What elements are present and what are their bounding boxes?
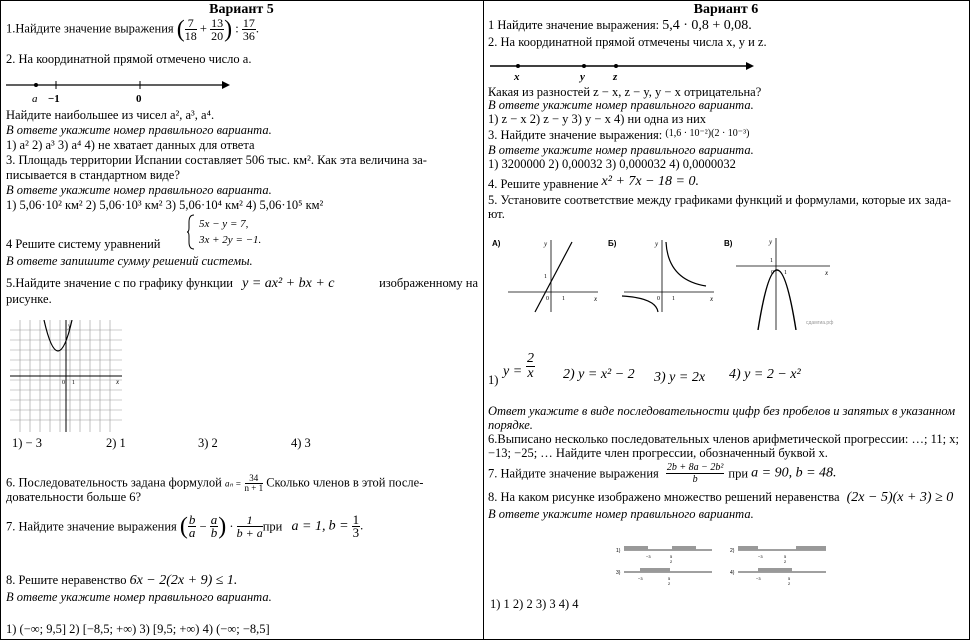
v6-q5-text2: ют. xyxy=(488,207,505,221)
svg-text:y: y xyxy=(544,240,548,248)
v5-q2-find: Найдите наибольшее из чисел a², a³, a⁴. xyxy=(6,108,215,122)
svg-text:А): А) xyxy=(492,239,501,248)
v6-interval-opt3 xyxy=(616,568,712,586)
v6-q3-expr: (1,6 · 10⁻²)(2 · 10⁻³) xyxy=(665,128,750,139)
svg-text:0: 0 xyxy=(771,270,774,276)
v5-q5-opt2: 2) 1 xyxy=(106,436,126,450)
v5-q4-system xyxy=(199,216,261,248)
v6-interval-opt2 xyxy=(730,546,826,564)
svg-text:1: 1 xyxy=(770,258,773,264)
svg-text:x: x xyxy=(825,269,829,277)
v5-q1-frac3: $\frac{17}{36}$ xyxy=(242,16,255,43)
svg-text:1: 1 xyxy=(562,296,565,302)
svg-text:−3: −3 xyxy=(646,554,651,559)
v6-q8-interval-pictures xyxy=(616,540,836,586)
v5-q4-eq1: 5x − y = 7, xyxy=(199,218,249,230)
svg-text:1): 1) xyxy=(616,548,621,554)
svg-text:2: 2 xyxy=(668,581,671,586)
v5-q2-options: 1) a² 2) a³ 3) a⁴ 4) не хватает данных для ответа xyxy=(6,138,255,152)
svg-text:x: x xyxy=(710,295,714,303)
v5-number-line xyxy=(4,78,234,106)
svg-text:5: 5 xyxy=(668,576,671,581)
v5-q1-frac2: $\frac{13}{20}$ xyxy=(211,16,224,43)
v5-point-a xyxy=(34,83,38,87)
v5-q3-options: 1) 5,06·10² км² 2) 5,06·10³ км² 3) 5,06·10⁴ км² 4) 5,06·10⁵ км² xyxy=(6,198,324,212)
svg-text:В): В) xyxy=(724,239,733,248)
v6-graph-a xyxy=(490,234,605,314)
v5-q1-frac1: $\frac{7}{18}$ xyxy=(184,16,197,43)
v6-q5-note2: порядке. xyxy=(488,418,533,432)
v6-number-line xyxy=(488,58,758,84)
v6-q3-note: В ответе укажите номер правильного варианта. xyxy=(488,143,754,157)
svg-text:y: y xyxy=(655,240,659,248)
v6-q2-question: Какая из разностей z − x, z − y, y − x отрицательна? xyxy=(488,85,762,99)
v6-q6-text2: −13; −25; … Найдите член прогрессии, обозначенный буквой x. xyxy=(488,446,828,460)
v5-q6-frac: $\frac{34}{n + 1}$ xyxy=(244,473,264,493)
v5-q8: 8. Решите неравенство 6x − 2(2x + 9) ≤ 1. xyxy=(6,573,238,588)
v6-q8: 8. На каком рисунке изображено множество решений неравенства (2x − 5)(x + 3) ≥ 0 xyxy=(488,490,954,505)
v6-q2-options: 1) z − x 2) z − y 3) y − x 4) ни одна из них xyxy=(488,112,707,126)
v5-q8-ineq: 6x − 2(2x + 9) ≤ 1. xyxy=(129,573,238,588)
svg-text:1: 1 xyxy=(544,274,547,280)
v5-q3-text1: 3. Площадь территории Испании составляет 506 тыс. км². Как эта величина за- xyxy=(6,153,427,167)
v5-label-m1: −1 xyxy=(48,93,60,105)
v5-q4-brace xyxy=(186,214,196,250)
v6-q7: 7. Найдите значение выражения $\frac{\text{2b + 8a − 2b²}}{b}$ при a = 90, b = 48. xyxy=(488,462,837,485)
v5-q5-graph xyxy=(10,320,122,432)
v5-q5-opt4: 4) 3 xyxy=(291,436,311,450)
v6-q1: 1 Найдите значение выражения: 5,4 · 0,8 + 0,08. xyxy=(488,18,752,33)
v5-q6-line1: 6. Последовательность задана формулой aₙ = $\frac{34}{n + 1}$ Сколько членов в этой после- xyxy=(6,473,424,493)
variant-5-title: Вариант 5 xyxy=(209,2,274,17)
svg-text:2): 2) xyxy=(730,548,735,554)
svg-text:−3: −3 xyxy=(638,576,643,581)
svg-text:x: x xyxy=(116,378,120,386)
svg-text:z: z xyxy=(613,71,618,83)
svg-text:1: 1 xyxy=(784,270,787,276)
svg-text:x: x xyxy=(594,295,598,303)
v6-q5-text1: 5. Установите соответствие между графиками функций и формулами, которые их зада- xyxy=(488,193,952,207)
svg-text:4): 4) xyxy=(730,570,735,576)
v6-graph-b xyxy=(606,234,721,314)
v5-q5-line1: 5.Найдите значение c по графику функции y = ax² + bx + c изображенному на xyxy=(6,276,478,291)
v5-q3-note: В ответе укажите номер правильного варианта. xyxy=(6,183,272,197)
v5-q7: 7. Найдите значение выражения ( $\frac{b}{a}$ − $\frac{a}{b}$ ) · $\frac{1}{b + a}$ при a = 1, b = $\frac{1}{3}$ . xyxy=(6,512,364,540)
svg-text:Б): Б) xyxy=(608,239,617,248)
v5-q5-line2: рисунке. xyxy=(6,292,52,306)
v5-q5-opt3: 3) 2 xyxy=(198,436,218,450)
v6-graph-c xyxy=(722,234,837,330)
variant-5-column xyxy=(4,0,479,640)
v6-q7-frac: $\frac{\text{2b + 8a − 2b²}}{b}$ xyxy=(666,462,724,485)
svg-text:−3: −3 xyxy=(756,576,761,581)
v6-interval-opt1 xyxy=(616,546,712,564)
v6-q8-options: 1) 1 2) 2 3) 3 4) 4 xyxy=(490,597,579,611)
svg-text:0: 0 xyxy=(546,296,549,302)
svg-text:1: 1 xyxy=(672,296,675,302)
svg-text:2: 2 xyxy=(784,559,787,564)
svg-text:1: 1 xyxy=(72,380,75,386)
v6-q8-ineq: (2x − 5)(x + 3) ≥ 0 xyxy=(846,490,954,505)
v5-q1-text: 1.Найдите значение выражения xyxy=(6,21,174,36)
v6-q2-text: 2. На координатной прямой отмечены числа x, y и z. xyxy=(488,35,767,49)
svg-text:2: 2 xyxy=(670,559,673,564)
v5-q5-formula: y = ax² + bx + c xyxy=(242,276,335,291)
v6-q5-note1: Ответ укажите в виде последовательности цифр без пробелов и запятых в указанном xyxy=(488,404,956,418)
v5-q4-note: В ответе запишите сумму решений системы. xyxy=(6,254,253,268)
v6-q6-text1: 6.Выписано несколько последовательных членов арифметической прогрессии: …; 11; x; xyxy=(488,432,959,446)
v5-q8-note: В ответе укажите номер правильного варианта. xyxy=(6,590,272,604)
svg-text:2: 2 xyxy=(788,581,791,586)
svg-text:y: y xyxy=(68,322,72,330)
v6-q8-note: В ответе укажите номер правильного варианта. xyxy=(488,507,754,521)
v6-q4-eq: x² + 7x − 18 = 0. xyxy=(601,174,699,189)
column-divider xyxy=(483,0,484,640)
v6-q4: 4. Решите уравнение x² + 7x − 18 = 0. xyxy=(488,174,699,191)
v5-label-0: 0 xyxy=(136,93,142,105)
v6-q3-options: 1) 3200000 2) 0,00032 3) 0,000032 4) 0,0000032 xyxy=(488,157,736,171)
v6-q2-note: В ответе укажите номер правильного варианта. xyxy=(488,98,754,112)
v6-watermark: сдамгиа.рф xyxy=(806,320,834,326)
v5-q5-opt1: 1) − 3 xyxy=(12,436,42,450)
v5-q2-text: 2. На координатной прямой отмечено число a. xyxy=(6,52,252,66)
svg-text:−3: −3 xyxy=(758,554,763,559)
v5-q1: 1.Найдите значение выражения ( $\frac{7}{18}$ + $\frac{13}{20}$ ) : $\frac{17}{36}$ . xyxy=(6,16,259,43)
svg-text:5: 5 xyxy=(670,554,673,559)
svg-text:y: y xyxy=(769,238,773,246)
svg-text:0: 0 xyxy=(657,296,660,302)
v6-interval-opt4 xyxy=(730,568,826,586)
v5-q2-note: В ответе укажите номер правильного варианта. xyxy=(6,123,272,137)
v5-q8-options: 1) (−∞; 9,5] 2) [−8,5; +∞) 3) [9,5; +∞) 4) (−∞; −8,5] xyxy=(6,622,270,636)
v6-q3: 3. Найдите значение выражения: $^{(1,6 \cdot 10^{-2})(2 \cdot 10^{-3})}$ xyxy=(488,128,750,142)
svg-text:y: y xyxy=(580,71,585,83)
svg-text:5: 5 xyxy=(784,554,787,559)
svg-text:x: x xyxy=(514,71,520,83)
v6-q1-expr: 5,4 · 0,8 + 0,08. xyxy=(662,18,752,33)
v5-q3-text2: писывается в стандартном виде? xyxy=(6,168,180,182)
variant-6-column xyxy=(488,0,964,640)
svg-text:0: 0 xyxy=(62,380,65,386)
svg-text:3): 3) xyxy=(616,570,621,576)
v5-q4-eq2: 3x + 2y = −1. xyxy=(199,234,262,246)
v5-q6-line2: довательности больше 6? xyxy=(6,490,142,504)
v5-label-a: a xyxy=(32,93,38,105)
variant-6-title: Вариант 6 xyxy=(693,2,759,17)
svg-text:5: 5 xyxy=(788,576,791,581)
v5-q4-text: 4 Решите систему уравнений xyxy=(6,237,161,251)
v6-q5-formulas: 1) y = $\frac{2}{x}$ 2) y = x² − 2 3) y = 2x 4) y = 2 − x² xyxy=(488,351,801,387)
